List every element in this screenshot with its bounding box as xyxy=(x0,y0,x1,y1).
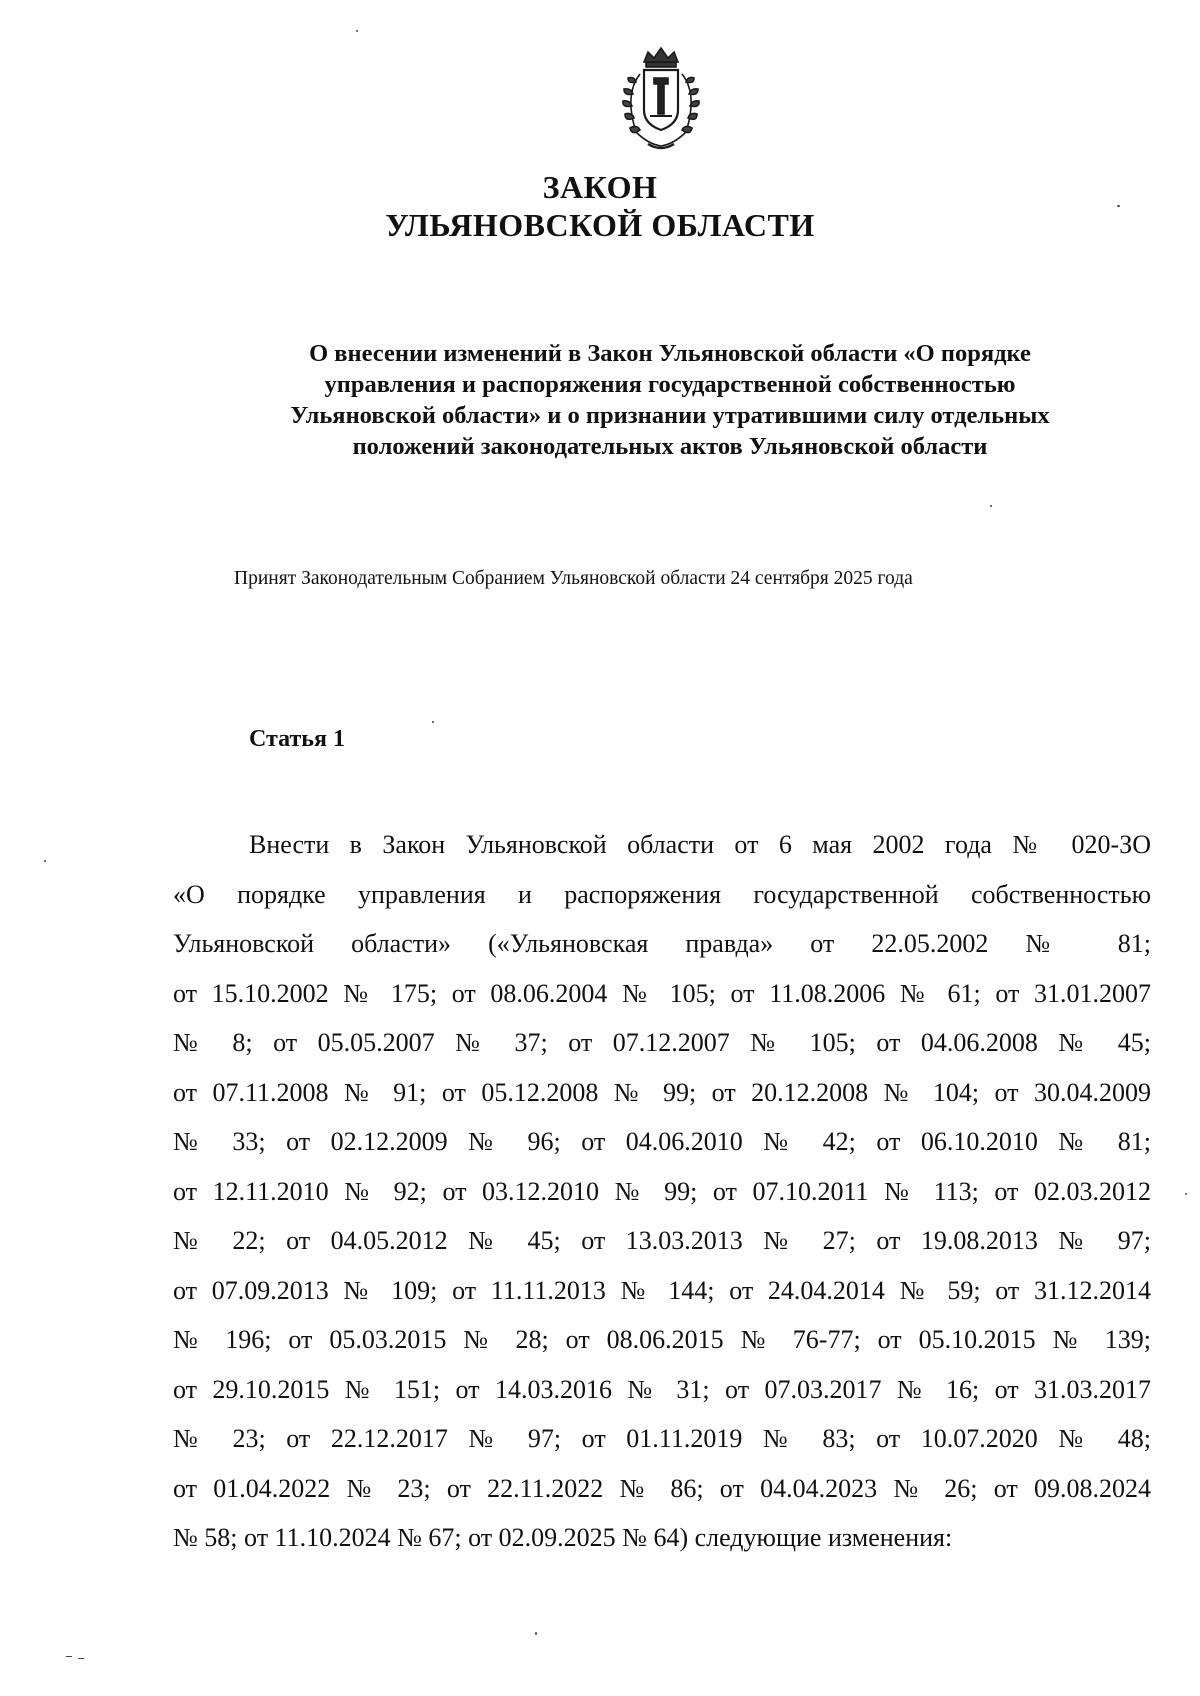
scan-speck xyxy=(1185,1193,1187,1195)
scan-speck xyxy=(535,1632,537,1635)
article-line: Внести в Закон Ульяновской области от 6 мая 2002 года № 020-ЗО xyxy=(249,830,1151,859)
article-line: от 29.10.2015 № 151; от 14.03.2016 № 31; от 07.03.2017 № 16; от 31.03.2017 xyxy=(173,1374,1151,1404)
article-line: № 22; от 04.05.2012 № 45; от 13.03.2013 № 27; от 19.08.2013 № 97; xyxy=(173,1226,1151,1255)
scan-speck xyxy=(432,721,434,723)
article-line: «О порядке управления и распоряжения государственной собственностью xyxy=(173,879,1151,909)
coat-of-arms-emblem xyxy=(606,44,716,156)
article-line: № 23; от 22.12.2017 № 97; от 01.11.2019 № 83; от 10.07.2020 № 48; xyxy=(173,1424,1151,1453)
scan-speck xyxy=(990,505,992,507)
scan-speck xyxy=(356,30,358,32)
article-heading: Статья 1 xyxy=(249,726,345,752)
article-line: № 8; от 05.05.2007 № 37; от 07.12.2007 № 105; от 04.06.2008 № 45; xyxy=(173,1028,1151,1057)
scan-speck xyxy=(44,860,46,862)
article-line: Ульяновской области» («Ульяновская правда» от 22.05.2002 № 81; xyxy=(173,929,1151,958)
law-title-line1: ЗАКОН xyxy=(542,169,658,205)
law-subject-line: Ульяновской области» и о признании утратившими силу отдельных xyxy=(290,402,1050,429)
article-line: от 15.10.2002 № 175; от 08.06.2004 № 105; от 11.08.2006 № 61; от 31.01.2007 xyxy=(173,978,1151,1008)
scan-speck xyxy=(78,1658,84,1659)
article-line: № 58; от 11.10.2024 № 67; от 02.09.2025 № 64) следующие изменения: xyxy=(173,1523,953,1552)
article-line: от 07.11.2008 № 91; от 05.12.2008 № 99; от 20.12.2008 № 104; от 30.04.2009 xyxy=(173,1077,1151,1107)
law-subject xyxy=(200,338,1140,462)
law-subject-line: О внесении изменений в Закон Ульяновской области «О порядке xyxy=(309,340,1031,367)
article-line: № 196; от 05.03.2015 № 28; от 08.06.2015 № 76-77; от 05.10.2015 № 139; xyxy=(173,1325,1151,1354)
law-subject-line: положений законодательных актов Ульяновской области xyxy=(352,433,988,460)
scan-speck xyxy=(66,1656,72,1657)
adoption-statement: Принят Законодательным Собранием Ульяновской области 24 сентября 2025 года xyxy=(234,568,913,589)
article-body xyxy=(173,820,1151,1563)
scan-speck xyxy=(1117,205,1120,207)
article-line: от 12.11.2010 № 92; от 03.12.2010 № 99; от 07.10.2011 № 113; от 02.03.2012 xyxy=(173,1176,1151,1206)
article-line: от 07.09.2013 № 109; от 11.11.2013 № 144; от 24.04.2014 № 59; от 31.12.2014 xyxy=(173,1275,1151,1305)
article-line: № 33; от 02.12.2009 № 96; от 04.06.2010 № 42; от 06.10.2010 № 81; xyxy=(173,1127,1151,1156)
law-subject-line: управления и распоряжения государственной собственностью xyxy=(324,371,1016,398)
article-line: от 01.04.2022 № 23; от 22.11.2022 № 86; от 04.04.2023 № 26; от 09.08.2024 xyxy=(173,1473,1151,1503)
law-title-line2: УЛЬЯНОВСКОЙ ОБЛАСТИ xyxy=(385,207,815,243)
